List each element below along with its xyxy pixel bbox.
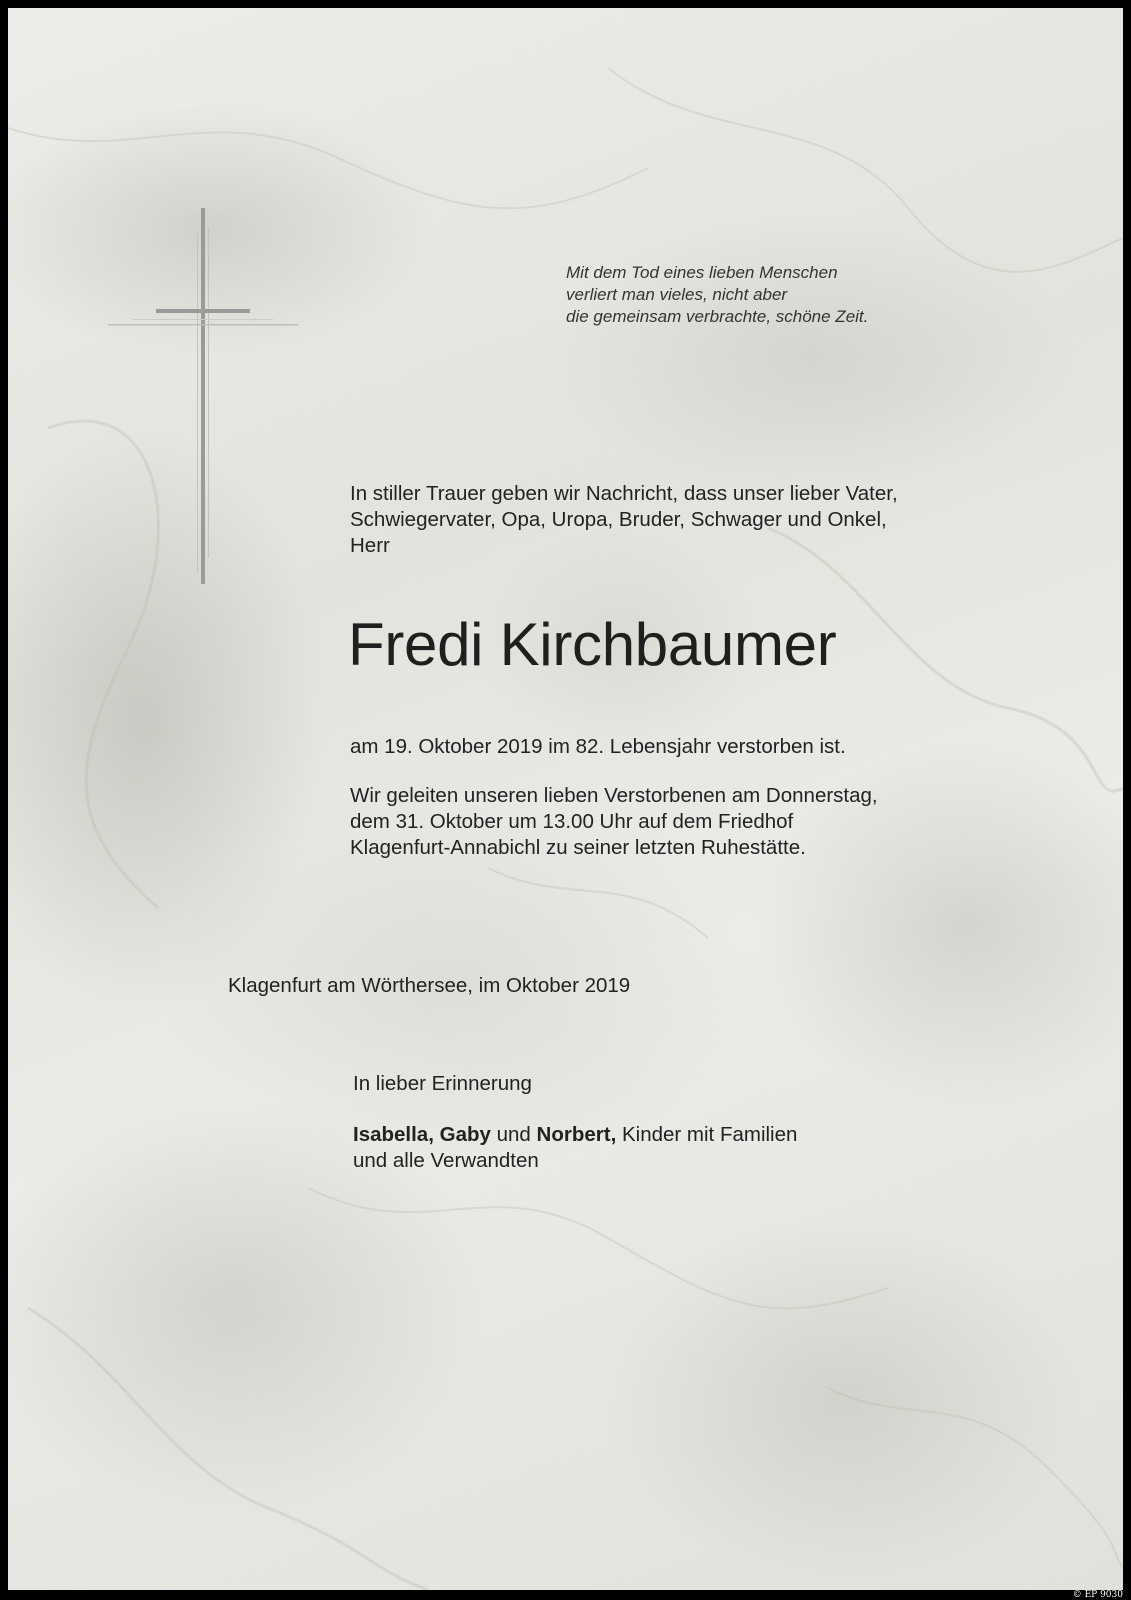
signers-line-1	[353, 1122, 797, 1148]
signers-block	[353, 1122, 797, 1174]
signer-name: Norbert,	[536, 1123, 617, 1146]
intro-line: Herr	[350, 534, 390, 557]
quote-line: Mit dem Tod eines lieben Menschen	[566, 263, 838, 282]
cross-icon	[108, 208, 298, 588]
signer-connector: und	[496, 1123, 531, 1146]
memorial-quote	[566, 262, 986, 328]
funeral-line: Wir geleiten unseren lieben Verstorbenen am Donnerstag,	[350, 784, 878, 807]
funeral-details	[350, 783, 878, 861]
announcement-intro	[350, 481, 1050, 559]
quote-line: verliert man vieles, nicht aber	[566, 285, 788, 304]
deceased-name: Fredi Kirchbaumer	[348, 611, 837, 678]
funeral-line: dem 31. Oktober um 13.00 Uhr auf dem Friedhof	[350, 810, 794, 833]
obituary-sheet	[8, 8, 1123, 1590]
place-date: Klagenfurt am Wörthersee, im Oktober 2019	[228, 974, 631, 997]
memory-line: In lieber Erinnerung	[353, 1072, 532, 1095]
death-date-line: am 19. Oktober 2019 im 82. Lebensjahr verstorben ist.	[350, 735, 846, 758]
quote-line: die gemeinsam verbrachte, schöne Zeit.	[566, 307, 869, 326]
signers-line-2: und alle Verwandten	[353, 1149, 539, 1172]
copyright-mark: © EP 9030	[1072, 1590, 1123, 1600]
intro-line: In stiller Trauer geben wir Nachricht, dass unser lieber Vater,	[350, 482, 898, 505]
signer-name: Gaby	[439, 1123, 491, 1146]
signer-name: Isabella,	[353, 1123, 434, 1146]
funeral-line: Klagenfurt-Annabichl zu seiner letzten Ruhestätte.	[350, 836, 806, 859]
intro-line: Schwiegervater, Opa, Uropa, Bruder, Schwager und Onkel,	[350, 508, 887, 531]
signer-suffix: Kinder mit Familien	[621, 1123, 798, 1146]
